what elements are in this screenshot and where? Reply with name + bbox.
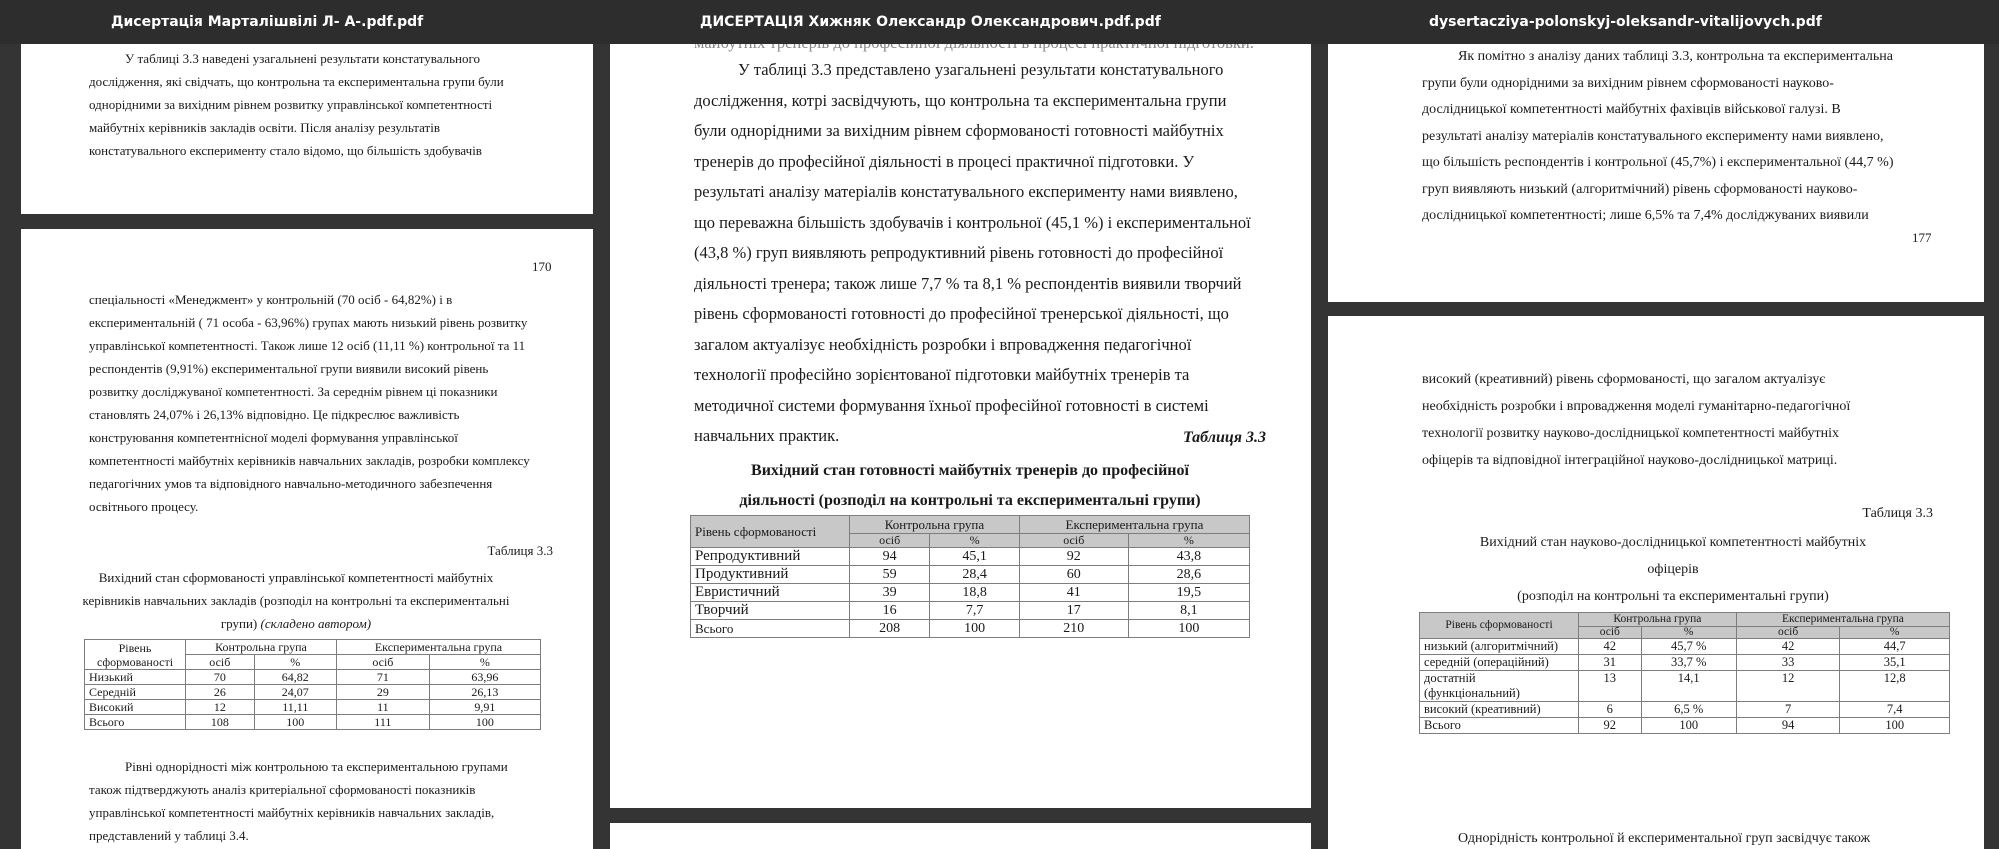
title-bar — [607, 0, 1323, 44]
text-line: технології професійно зорієнтованої підготовки майбутніх тренерів та — [694, 365, 1190, 384]
table-cell: Середній — [85, 685, 186, 700]
table-cell: 100 — [429, 715, 540, 730]
table-cell: 9,91 — [429, 700, 540, 715]
table-row — [85, 685, 541, 700]
table-header-cell: Рівень сформованості — [691, 516, 850, 548]
pdf-page — [1328, 316, 1984, 849]
table-cell: 63,96 — [429, 670, 540, 685]
table-row — [1420, 639, 1950, 655]
table-cell: 71 — [336, 670, 429, 685]
page-text — [1422, 44, 1928, 230]
table-cell: 19,5 — [1128, 584, 1249, 602]
table-cell: 14,1 — [1641, 671, 1736, 702]
text-line: освітнього процесу. — [89, 499, 199, 514]
table-cell: 26,13 — [429, 685, 540, 700]
pdf-page — [21, 229, 593, 849]
text-line: розвитку досліджуваної компетентності. За середнім рівнем ці показники — [89, 384, 498, 399]
text-line: становлять 24,07% і 26,13% відповідно. Це підкреслює важливість — [89, 407, 460, 422]
table-cell: 33 — [1736, 655, 1840, 671]
table-cell: 7,7 — [930, 602, 1020, 620]
table-cell: 43,8 — [1128, 548, 1249, 566]
table-cell: 100 — [1128, 620, 1249, 638]
table-cell: Евристичний — [691, 584, 850, 602]
table-cell: 16 — [850, 602, 930, 620]
table-cell: 17 — [1019, 602, 1128, 620]
table-cell: 7,4 — [1840, 702, 1950, 718]
text-line: управлінської компетентності майбутніх керівників навчальних закладів, — [89, 805, 495, 820]
pdf-page — [610, 0, 1311, 808]
text-line: навчальних практик. — [694, 426, 840, 445]
text-line: Як помітно з аналізу даних таблиці 3.3, контрольна та експериментальна — [1458, 49, 1893, 64]
document-title: ДИСЕРТАЦІЯ Хижняк Олександр Олександрович.pdf.pdf — [700, 14, 1161, 30]
text-line: експериментальній ( 71 особа - 63,96%) групах мають низький рівень розвитку — [89, 315, 528, 330]
text-line: що переважна більшість здобувачів і контрольної (45,1 %) і експериментальної — [694, 212, 1251, 232]
table-cell: 42 — [1736, 639, 1840, 655]
table-cell: 33,7 % — [1641, 655, 1736, 671]
text-line: необхідність розробки і впровадження моделі гуманітарно-педагогічної — [1422, 399, 1851, 414]
caption-line: Вихідний стан науково-дослідницької компетентності майбутніх — [1479, 535, 1867, 550]
text-line: діяльності тренера; також лише 7,7 % та 8,1 % респондентів виявили творчий — [694, 273, 1242, 293]
pdf-page — [610, 823, 1311, 849]
table-cell: 108 — [186, 715, 255, 730]
table-cell: 11 — [336, 700, 429, 715]
table-cell: 18,8 — [930, 584, 1020, 602]
table-header-cell: Експериментальна група — [336, 640, 540, 655]
table-cell: 31 — [1579, 655, 1642, 671]
table-cell: 92 — [1579, 718, 1642, 734]
text-line: також підтверджують аналіз критеріальної сформованості показників — [89, 782, 476, 797]
text-line: представлений у таблиці 3.4. — [89, 828, 249, 843]
page-text — [1422, 366, 1928, 474]
caption-note: (складено автором) — [260, 616, 372, 631]
table-cell: високий (креативний) — [1420, 702, 1579, 718]
table-row — [1420, 718, 1950, 734]
text-line: загалом актуалізує необхідність розробки і впровадження педагогічної — [694, 334, 1192, 354]
table-cell: 210 — [1019, 620, 1128, 638]
document-title: dysertacziya-polonskyj-oleksandr-vitalijovych.pdf — [1429, 14, 1822, 30]
table-cell: Всього — [1420, 718, 1579, 734]
table-cell: 64,82 — [254, 670, 336, 685]
table-cell: 45,7 % — [1641, 639, 1736, 655]
table-cell: Всього — [85, 715, 186, 730]
table-cell: 41 — [1019, 584, 1128, 602]
table-cell: 70 — [186, 670, 255, 685]
table-caption — [61, 566, 531, 635]
table-row — [85, 700, 541, 715]
caption-line: групи) — [220, 616, 258, 631]
table-cell: низький (алгоритмічний) — [1420, 639, 1579, 655]
table-cell: 13 — [1579, 671, 1642, 702]
table-header-cell: % — [429, 655, 540, 670]
table-cell: 100 — [1641, 718, 1736, 734]
table-cell: 208 — [850, 620, 930, 638]
table-cell: 7 — [1736, 702, 1840, 718]
table-header-cell: осіб — [850, 534, 930, 548]
table-row — [691, 548, 1250, 566]
table-cell: 12,8 — [1840, 671, 1950, 702]
table-cell: 28,6 — [1128, 566, 1249, 584]
table-header-cell: % — [1128, 534, 1249, 548]
text-line: однорідними за вихідним рівнем розвитку управлінської компетентності — [89, 97, 493, 112]
table-cell: 6 — [1579, 702, 1642, 718]
table-row — [85, 715, 541, 730]
table-cell: 24,07 — [254, 685, 336, 700]
text-line: що більшість респондентів і контрольної (45,7%) і експериментальної (44,7 %) — [1422, 155, 1894, 170]
text-line: У таблиці 3.3 наведені узагальнені результати констатувального — [125, 51, 480, 66]
table-header-cell: осіб — [1736, 627, 1840, 639]
text-line: дослідження, котрі засвідчують, що контрольна та експериментальна групи — [694, 90, 1227, 110]
text-line: офіцерів та відповідної інтеграційної науково-дослідницької матриці. — [1422, 453, 1838, 468]
table-header-cell: % — [1641, 627, 1736, 639]
table-header-cell: Контрольна група — [850, 516, 1020, 534]
title-bar — [0, 0, 607, 44]
table-cell: 94 — [1736, 718, 1840, 734]
table-header-cell: % — [930, 534, 1020, 548]
text-line: груп виявляють низький (алгоритмічний) рівень сформованості науково- — [1422, 181, 1858, 197]
title-bar — [1323, 0, 1999, 44]
table-row — [1420, 702, 1950, 718]
text-line: були однорідними за вихідним рівнем сформованості готовності майбутніх — [694, 121, 1224, 140]
table-cell: 92 — [1019, 548, 1128, 566]
table-row — [1420, 671, 1950, 702]
pdf-viewer-right[interactable] — [1323, 0, 1999, 849]
text-line: дослідження, які свідчать, що контрольна та експериментальна групи були — [89, 74, 504, 89]
text-line: дослідницької компетентності; лише 6,5% та 7,4% досліджуваних виявили — [1422, 208, 1869, 223]
table-cell: 45,1 — [930, 548, 1020, 566]
table-header-cell: Контрольна група — [1579, 613, 1737, 627]
table-cell: 26 — [186, 685, 255, 700]
page-text — [89, 47, 573, 162]
text-line: технології розвитку науково-дослідницької компетентності майбутніх — [1422, 426, 1840, 441]
table-caption — [670, 456, 1270, 516]
text-line: результаті аналізу матеріалів констатувального експерименту нами виявлено, — [1422, 128, 1884, 144]
text-line: групи були однорідними за вихідним рівнем сформованості науково- — [1422, 75, 1834, 91]
table-cell: Продуктивний — [691, 566, 850, 584]
text-line: методичної системи формування їхньої професійної готовності в системі — [694, 395, 1209, 415]
table-header-cell: Рівень сформованості — [1420, 613, 1579, 639]
pdf-viewer-left[interactable] — [0, 0, 607, 849]
page-text — [89, 288, 573, 518]
text-line: педагогічних умов та відповідного навчально-методичного забезпечення — [89, 476, 493, 491]
text-line: Рівні однорідності між контрольною та експериментальною групами — [125, 759, 508, 774]
pdf-page — [1328, 44, 1984, 302]
caption-line: (розподіл на контрольні та експериментальні групи) — [1517, 589, 1829, 604]
table-header-cell: осіб — [1579, 627, 1642, 639]
table-cell: Творчий — [691, 602, 850, 620]
page-text — [694, 55, 1264, 452]
table-cell: достатній (функціональний) — [1420, 671, 1579, 702]
table-cell: 100 — [254, 715, 336, 730]
table-row — [85, 670, 541, 685]
text-line: (43,8 %) груп виявляють репродуктивний рівень готовності до професійної — [694, 243, 1224, 262]
table-header-cell: осіб — [336, 655, 429, 670]
table-header-cell: Рівень сформованості — [85, 640, 186, 670]
table-cell: 44,7 — [1840, 639, 1950, 655]
text-line: Однорідність контрольної й експериментальної груп засвідчує також — [1458, 831, 1871, 846]
page-number: 177 — [1912, 230, 1932, 245]
pdf-viewer-center[interactable] — [607, 0, 1323, 849]
table-header-cell: % — [254, 655, 336, 670]
text-line: конструювання компетентнісної моделі формування управлінської — [89, 430, 458, 445]
table-cell: Репродуктивний — [691, 548, 850, 566]
table-cell: 59 — [850, 566, 930, 584]
table-cell: середній (операційний) — [1420, 655, 1579, 671]
table-header-cell: Експериментальна група — [1736, 613, 1949, 627]
caption-line: Вихідний стан сформованості управлінської компетентності майбутніх — [98, 570, 494, 585]
table-row — [691, 620, 1250, 638]
table-row — [1420, 655, 1950, 671]
page-text — [89, 755, 573, 847]
table-cell: 8,1 — [1128, 602, 1249, 620]
results-table — [1419, 612, 1950, 734]
table-cell: 28,4 — [930, 566, 1020, 584]
text-line: управлінської компетентності. Також лише 12 осіб (11,11 %) контрольної та 11 — [89, 338, 526, 353]
table-cell: Низький — [85, 670, 186, 685]
table-cell: 11,11 — [254, 700, 336, 715]
table-cell: 12 — [186, 700, 255, 715]
caption-line: діяльності (розподіл на контрольні та експериментальні групи) — [739, 492, 1201, 509]
text-line: У таблиці 3.3 представлено узагальнені результати констатувального — [738, 60, 1224, 79]
text-line: високий (креативний) рівень сформованості, що загалом актуалізує — [1422, 372, 1826, 387]
text-line: спеціальності «Менеджмент» у контрольній (70 осіб - 64,82%) і в — [89, 292, 453, 307]
text-line: дослідницької компетентності майбутніх фахівців військової галузі. В — [1422, 102, 1841, 117]
table-cell: 111 — [336, 715, 429, 730]
text-line: майбутніх керівників закладів освіти. Після аналізу результатів — [89, 120, 440, 135]
page-number: 170 — [532, 259, 552, 274]
table-cell: 35,1 — [1840, 655, 1950, 671]
table-header-cell: осіб — [186, 655, 255, 670]
table-header-cell: % — [1840, 627, 1950, 639]
table-cell: 39 — [850, 584, 930, 602]
caption-line: Вихідний стан готовності майбутніх тренерів до професійної — [751, 462, 1189, 479]
table-cell: Високий — [85, 700, 186, 715]
table-row — [691, 602, 1250, 620]
text-line: рівень сформованості готовності до професійної тренерської діяльності, що — [694, 304, 1229, 323]
table-label: Таблиця 3.3 — [1862, 506, 1933, 521]
table-cell: 6,5 % — [1641, 702, 1736, 718]
text-line: констатувального експерименту стало відомо, що більшість здобувачів — [89, 143, 482, 158]
table-row — [691, 584, 1250, 602]
table-cell: 42 — [1579, 639, 1642, 655]
table-header-cell: Експериментальна група — [1019, 516, 1249, 534]
table-cell: 100 — [930, 620, 1020, 638]
caption-line: керівників навчальних закладів (розподіл на контрольні та експериментальні — [82, 593, 510, 608]
table-cell: 60 — [1019, 566, 1128, 584]
table-cell: 12 — [1736, 671, 1840, 702]
text-line: тренерів до професійної діяльності в процесі практичної підготовки. У — [694, 151, 1195, 171]
table-cell: Всього — [691, 620, 850, 638]
pdf-page — [21, 44, 593, 214]
table-cell: 100 — [1840, 718, 1950, 734]
text-line: компетентності майбутніх керівників навчальних закладів, розробки комплексу — [89, 453, 530, 468]
table-row — [691, 566, 1250, 584]
results-table — [690, 515, 1250, 638]
results-table — [84, 639, 541, 730]
caption-line: офіцерів — [1647, 562, 1699, 577]
table-header-cell: Контрольна група — [186, 640, 337, 655]
table-cell: 94 — [850, 548, 930, 566]
table-cell: 29 — [336, 685, 429, 700]
table-caption — [1418, 529, 1928, 610]
document-title: Дисертація Марталішвілі Л- А-.pdf.pdf — [111, 14, 424, 30]
table-label: Таблиця 3.3 — [1182, 429, 1266, 446]
table-label: Таблиця 3.3 — [487, 543, 553, 558]
text-line: результаті аналізу матеріалів констатувального експерименту нами виявлено, — [694, 182, 1238, 201]
table-header-cell: осіб — [1019, 534, 1128, 548]
text-line: респондентів (9,91%) експериментальної групи виявили високий рівень — [89, 361, 489, 376]
